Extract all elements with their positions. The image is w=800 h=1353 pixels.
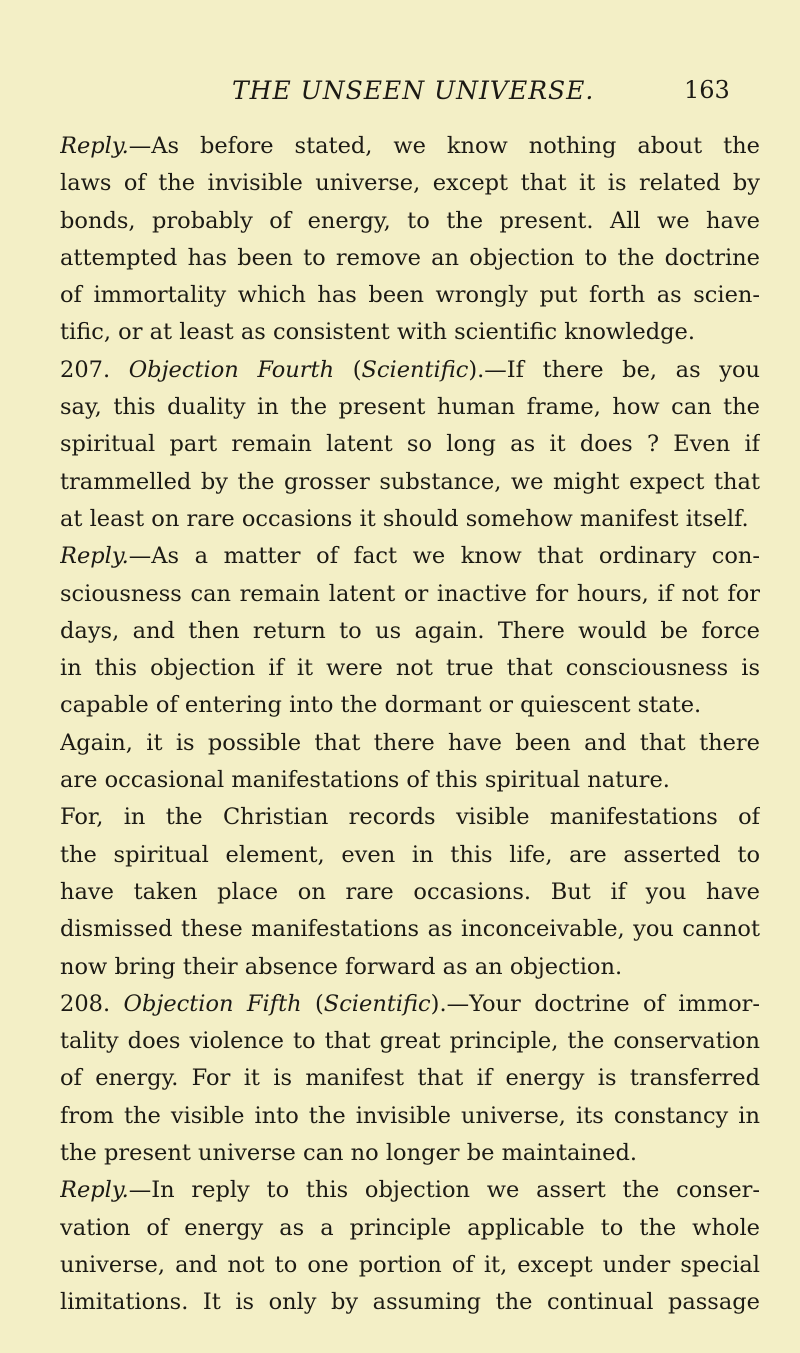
text-line: from the visible into the invisible universe, its constancy in	[60, 1102, 760, 1129]
text-line: Reply.—In reply to this objection we assert the conser-	[60, 1177, 760, 1204]
text-line: of energy. For it is manifest that if energy is transferred	[60, 1065, 760, 1092]
text-line: capable of entering into the dormant or quiescent state.	[60, 692, 702, 719]
text-line: attempted has been to remove an objection to the doctrine	[60, 244, 760, 271]
text-line: limitations. It is only by assuming the continual passage	[60, 1289, 760, 1316]
text-line: Reply.—As a matter of fact we know that ordinary con-	[60, 543, 760, 570]
text-line: at least on rare occasions it should somehow manifest itself.	[60, 505, 749, 532]
text-line: tific, or at least as consistent with scientific knowledge.	[60, 319, 695, 346]
text-line: sciousness can remain latent or inactive for hours, if not for	[60, 580, 760, 607]
reply-label: Reply.	[60, 133, 129, 159]
text-line: tality does violence to that great principle, the conservation	[60, 1028, 760, 1055]
text-line: Reply.—As before stated, we know nothing about the	[60, 133, 760, 159]
text-line: now bring their absence forward as an objection.	[60, 953, 623, 980]
page-number: 163	[684, 76, 730, 104]
text-line: laws of the invisible universe, except that it is related by	[60, 170, 760, 197]
text-line: in this objection if it were not true that consciousness is	[60, 655, 760, 682]
running-title: THE UNSEEN UNIVERSE.	[232, 76, 595, 105]
text-line: bonds, probably of energy, to the present. All we have	[60, 207, 760, 234]
page-body	[60, 128, 760, 1322]
text-line: universe, and not to one portion of it, except under special	[60, 1251, 760, 1278]
text-line: of immortality which has been wrongly put forth as scien-	[60, 282, 760, 309]
reply-label: Reply.	[60, 543, 129, 570]
text-line: vation of energy as a principle applicable to the whole	[60, 1214, 760, 1241]
text-line: trammelled by the grosser substance, we might expect that	[60, 468, 760, 495]
reply-label: Reply.	[60, 1177, 129, 1204]
text-line: say, this duality in the present human frame, how can the	[60, 394, 760, 421]
page-header	[0, 76, 800, 110]
text-line: the spiritual element, even in this life, are asserted to	[60, 841, 760, 868]
text-line: the present universe can no longer be maintained.	[60, 1140, 638, 1167]
section-heading-207: 207. Objection Fourth (Scientific).—If there be, as you	[60, 356, 760, 383]
text-line: dismissed these manifestations as inconceivable, you cannot	[60, 916, 760, 943]
section-heading-208: 208. Objection Fifth (Scientific).—Your doctrine of immor-	[60, 990, 760, 1017]
text-line: days, and then return to us again. There would be force	[60, 617, 760, 644]
text-line: spiritual part remain latent so long as it does ? Even if	[60, 431, 760, 458]
text-line: For, in the Christian records visible manifestations of	[60, 804, 760, 831]
text-line: are occasional manifestations of this spiritual nature.	[60, 767, 670, 794]
text-line: Again, it is possible that there have been and that there	[60, 729, 760, 756]
text-line: have taken place on rare occasions. But if you have	[60, 878, 760, 905]
